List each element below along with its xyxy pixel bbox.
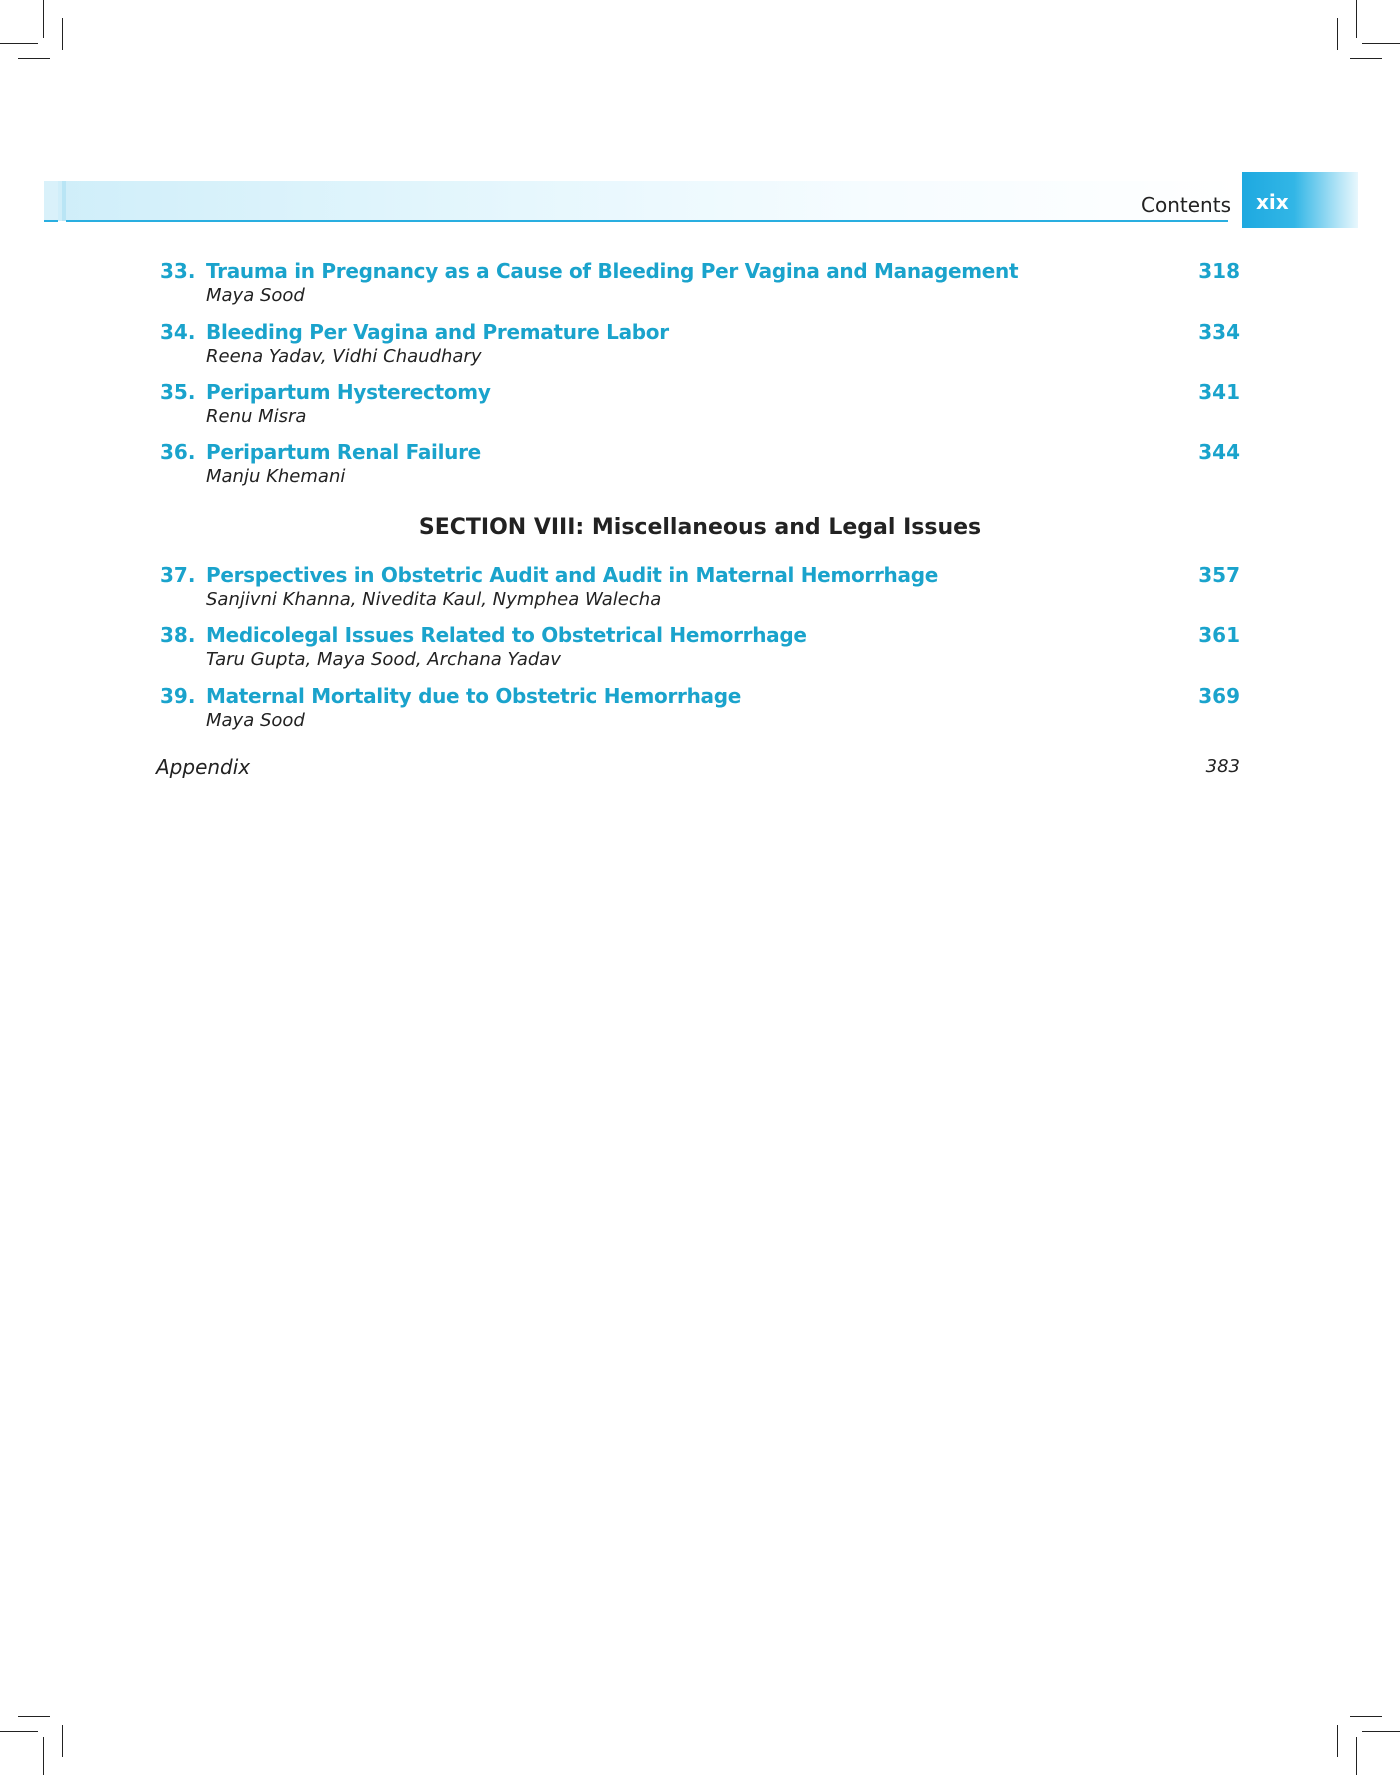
chapter-page: 369	[1198, 684, 1240, 708]
header-rule	[44, 220, 58, 222]
running-title: Contents	[1141, 193, 1231, 217]
appendix-page: 383	[1205, 756, 1240, 777]
chapter-title: Perspectives in Obstetric Audit and Audit in Maternal Hemorrhage	[206, 563, 938, 587]
section-heading: SECTION VIII: Miscellaneous and Legal Issues	[418, 515, 982, 540]
chapter-page: 344	[1198, 440, 1240, 464]
chapter-authors: Sanjivni Khanna, Nivedita Kaul, Nymphea Walecha	[206, 589, 662, 610]
chapter-number: 39.	[160, 684, 196, 708]
chapter-number: 36.	[160, 440, 196, 464]
header-band-edge	[44, 181, 58, 221]
chapter-number: 34.	[160, 320, 196, 344]
chapter-title: Bleeding Per Vagina and Premature Labor	[206, 320, 669, 344]
chapter-page: 318	[1198, 259, 1240, 283]
chapter-title: Peripartum Hysterectomy	[206, 380, 491, 404]
chapter-number: 35.	[160, 380, 196, 404]
chapter-page: 357	[1198, 563, 1240, 587]
toc-entry[interactable]	[0, 440, 1400, 500]
chapter-page: 334	[1198, 320, 1240, 344]
toc-entry[interactable]	[0, 684, 1400, 744]
toc-entry[interactable]	[0, 320, 1400, 380]
toc-entry[interactable]	[0, 259, 1400, 319]
chapter-title: Trauma in Pregnancy as a Cause of Bleeding Per Vagina and Management	[206, 259, 1019, 283]
header-band	[44, 181, 1240, 221]
header-band-edge	[62, 181, 66, 221]
chapter-authors: Manju Khemani	[206, 466, 346, 487]
chapter-number: 37.	[160, 563, 196, 587]
chapter-title: Maternal Mortality due to Obstetric Hemorrhage	[206, 684, 741, 708]
chapter-page: 341	[1198, 380, 1240, 404]
chapter-number: 33.	[160, 259, 196, 283]
header-rule	[66, 220, 1228, 222]
toc-entry[interactable]	[0, 563, 1400, 623]
chapter-authors: Maya Sood	[206, 710, 305, 731]
chapter-number: 38.	[160, 623, 196, 647]
toc-entry[interactable]	[0, 380, 1400, 440]
appendix-label[interactable]: Appendix	[156, 755, 251, 779]
toc-entry[interactable]	[0, 623, 1400, 683]
chapter-authors: Taru Gupta, Maya Sood, Archana Yadav	[206, 649, 561, 670]
chapter-authors: Maya Sood	[206, 285, 305, 306]
chapter-title: Peripartum Renal Failure	[206, 440, 481, 464]
chapter-authors: Reena Yadav, Vidhi Chaudhary	[206, 346, 482, 367]
chapter-authors: Renu Misra	[206, 406, 307, 427]
page-number: xix	[1256, 190, 1289, 214]
chapter-title: Medicolegal Issues Related to Obstetrical Hemorrhage	[206, 623, 807, 647]
chapter-page: 361	[1198, 623, 1240, 647]
